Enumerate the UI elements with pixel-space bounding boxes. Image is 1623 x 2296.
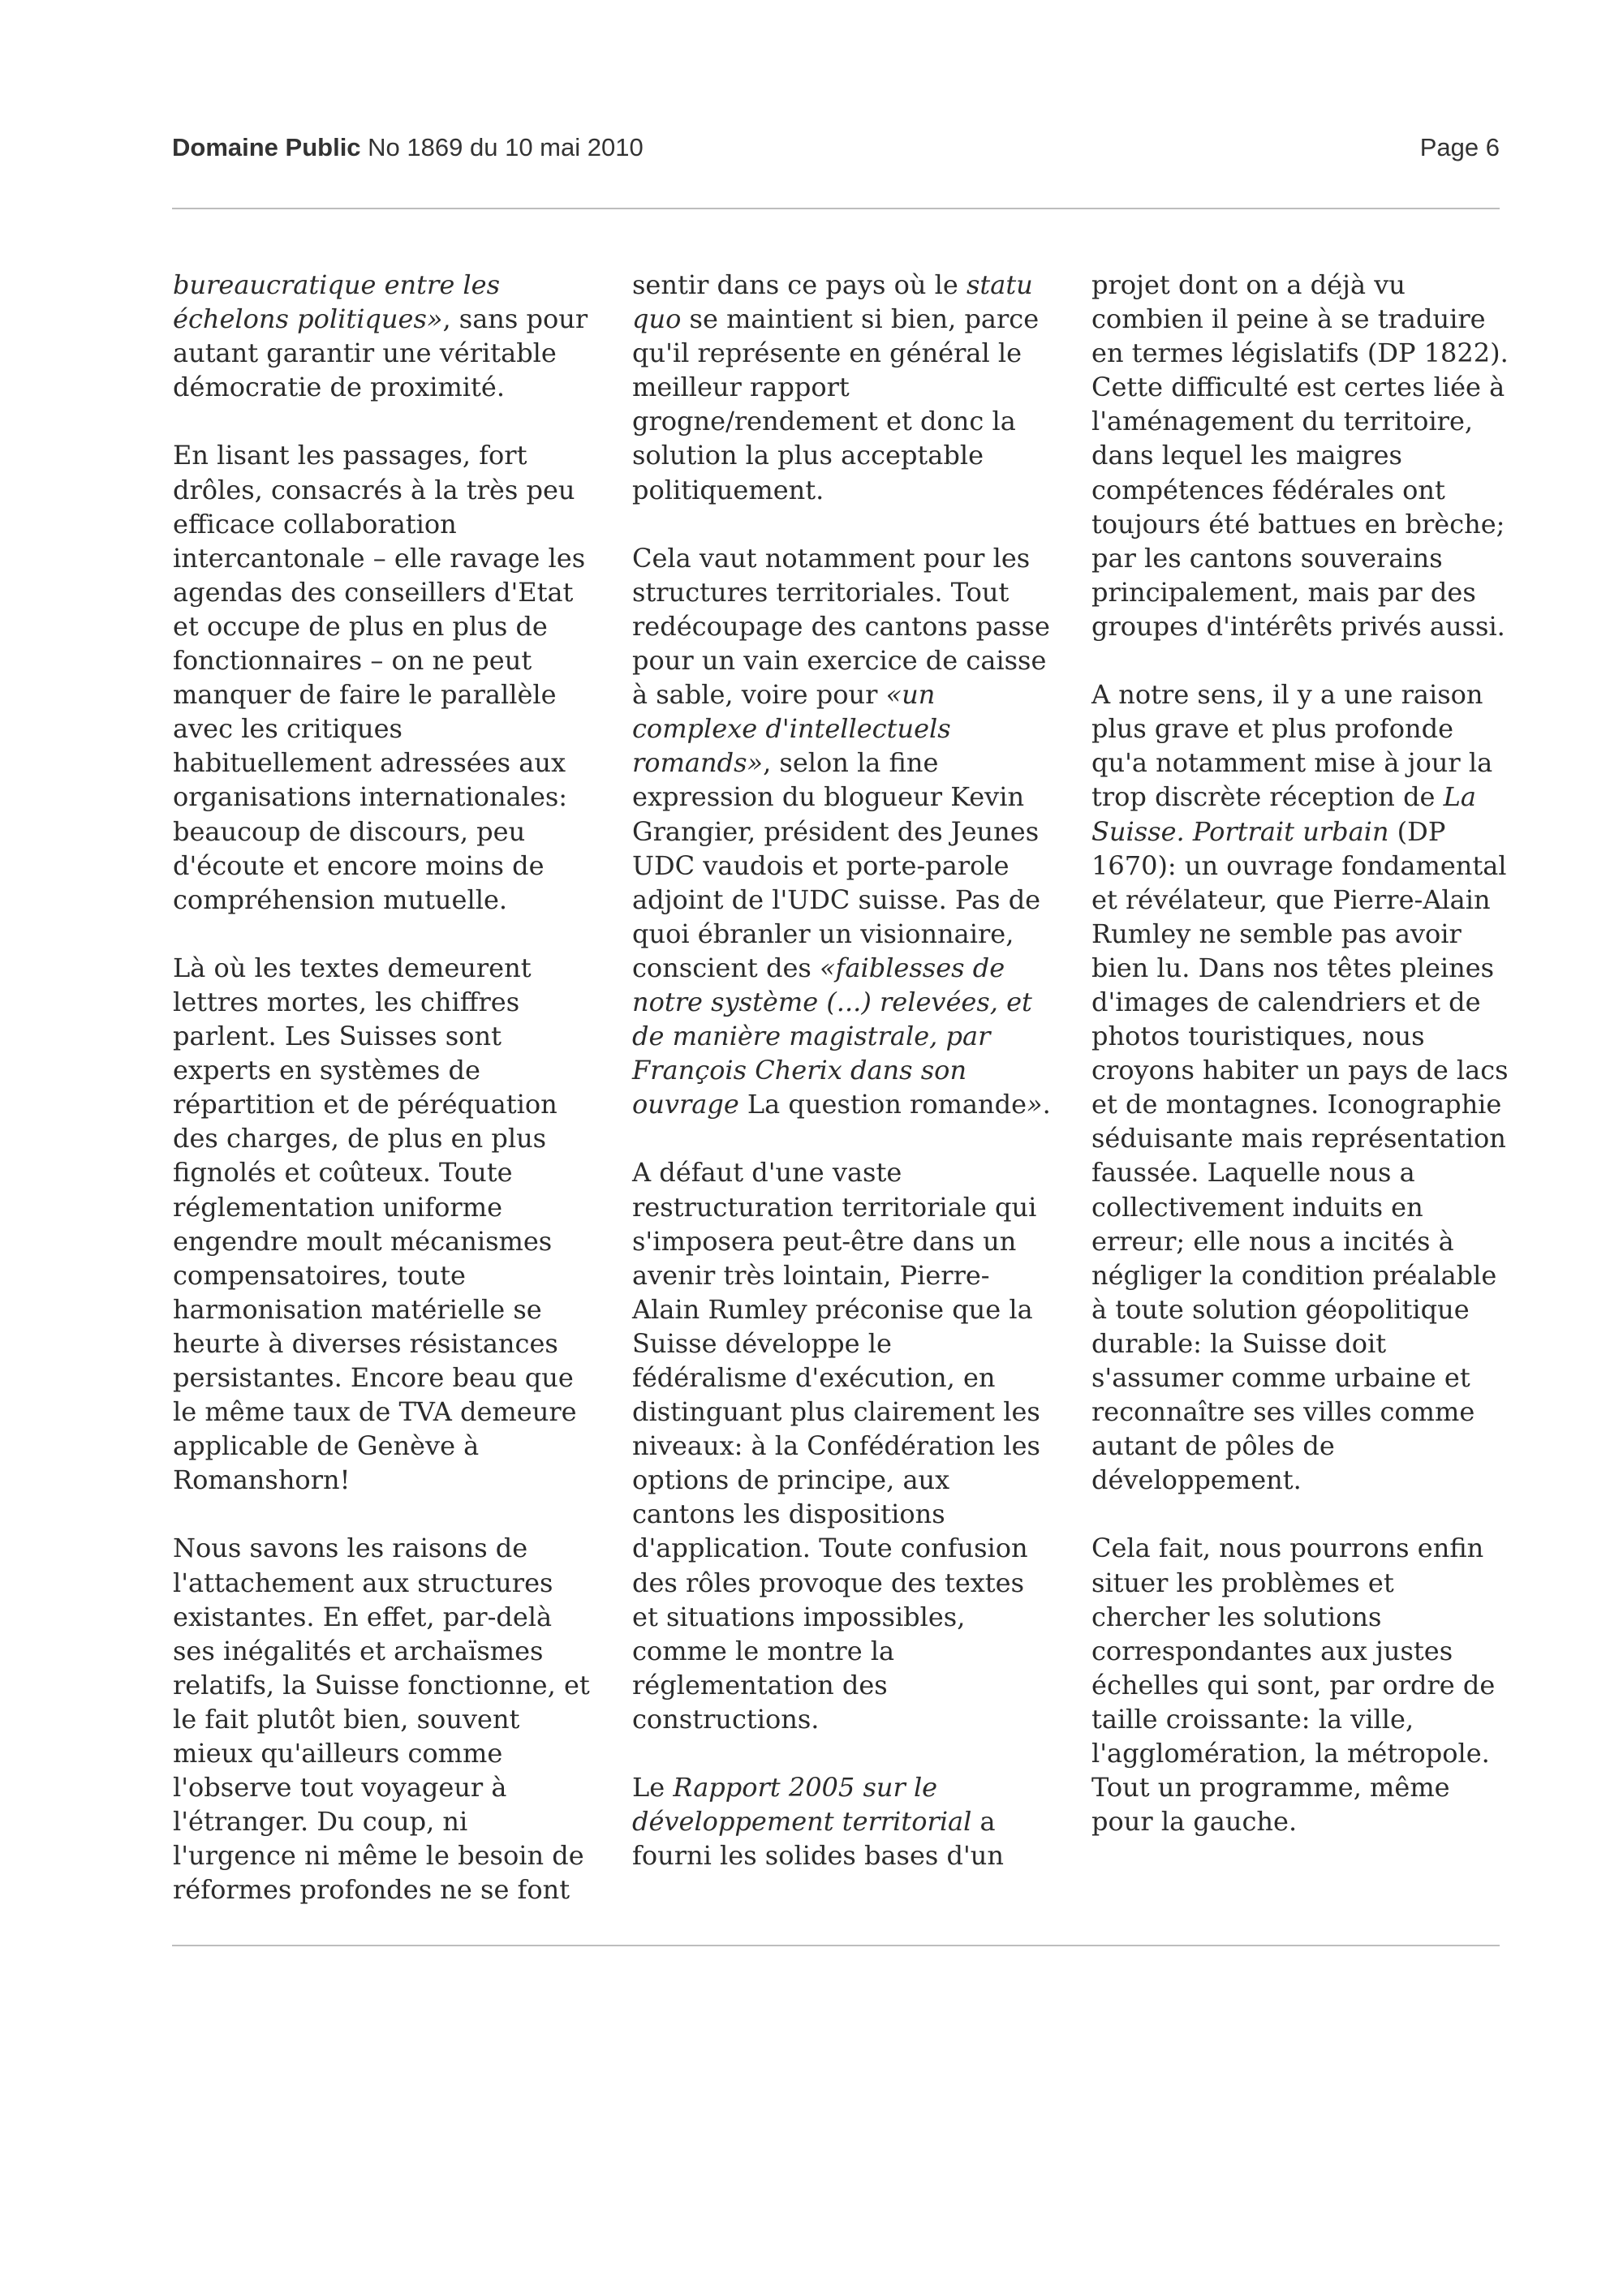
italic-run: «un complexe d'intellectuels romands» — [632, 679, 951, 779]
italic-run: » — [1027, 1089, 1043, 1120]
text-run: se maintient si bien, parce qu'il représente en général le meilleur rapport grogne/rendement et donc la solution la plus acceptable politiquement. — [632, 303, 1040, 505]
text-run: a fourni les solides bases d'un — [632, 1806, 1004, 1872]
text-run: Là où les textes demeurent lettres mortes, les chiffres parlent. Les Suisses sont experts en systèmes de répartition et de péréquation des charges, de plus en plus fignolés et coûteux. Toute réglementation uniforme engendre moult mécanismes compensatoires, toute harmonisation matérielle se heurte à diverses résistances persistantes. Encore beau que le même taux de TVA demeure applicable de Genève à Romanshorn! — [173, 952, 577, 1496]
text-column-3 — [1091, 268, 1513, 1838]
italic-run: statu quo — [632, 269, 1033, 335]
article-paragraph — [632, 541, 1054, 1122]
text-run: (DP 1670): un ouvrage fondamental et révélateur, que Pierre-Alain Rumley ne semble pas avoir bien lu. Dans nos têtes pleines d'images de calendriers et de photos touristiques, nous croyons habiter un pays de lacs et de montagnes. Iconographie séduisante mais représentation faussée. Laquelle nous a collectivement induits en erreur; elle nous a incités à négliger la condition préalable à toute solution géopolitique durable: la Suisse doit s'assumer comme urbaine et reconnaître ses villes comme autant de pôles de développement. — [1091, 815, 1509, 1496]
article-paragraph — [173, 1531, 595, 1907]
text-run: sentir dans ce pays où le — [632, 269, 966, 300]
text-run: A défaut d'une vaste restructuration territoriale qui s'imposera peut-être dans un avenir très lointain, Pierre-Alain Rumley préconise que la Suisse développe le fédéralisme d'exécution, en distinguant plus clairement les niveaux: à la Confédération les options de principe, aux cantons les dispositions d'application. Toute confusion des rôles provoque des textes et situations impossibles, comme le montre la réglementation des constructions. — [632, 1157, 1040, 1735]
article-paragraph — [173, 951, 595, 1498]
article-paragraph — [173, 438, 595, 916]
text-run: , selon la fine expression du blogueur Kevin Grangier, président des Jeunes UDC vaudois et porte-parole adjoint de l'UDC suisse. Pas de quoi ébranler un visionnaire, conscient des — [632, 747, 1041, 983]
article-paragraph — [173, 268, 595, 404]
article-paragraph — [1091, 1531, 1513, 1838]
article-paragraph — [632, 1155, 1054, 1736]
page-number: Page 6 — [1419, 133, 1500, 161]
header-divider — [172, 208, 1500, 209]
text-run: La question romande — [738, 1089, 1027, 1120]
text-column-2 — [632, 268, 1054, 1872]
article-paragraph — [1091, 268, 1513, 643]
text-run: Le — [632, 1772, 674, 1804]
text-run: Nous savons les raisons de l'attachement aux structures existantes. En effet, par-delà ses inégalités et archaïsmes relatifs, la Suisse fonctionne, et le fait plutôt bien, souvent mieux qu'ailleurs comme l'observe tout voyageur à l'étranger. Du coup, ni l'urgence ni même le besoin de réformes profondes ne se font — [173, 1533, 590, 1906]
italic-run: La Suisse. Portrait urbain — [1091, 781, 1476, 847]
text-run: projet dont on a déjà vu combien il peine à se traduire en termes législatifs (DP 1822). Cette difficulté est certes liée à l'aménagement du territoire, dans lequel les maigres compétences fédérales ont toujours été battues en brèche; par les cantons souverains principalement, mais par des groupes d'intérêts privés aussi. — [1091, 269, 1509, 642]
text-run: Cela fait, nous pourrons enfin situer les problèmes et chercher les solutions correspondantes aux justes échelles qui sont, par ordre de taille croissante: la ville, l'agglomération, la métropole. Tout un programme, même pour la gauche. — [1091, 1533, 1496, 1838]
article-paragraph — [632, 1770, 1054, 1872]
issue-info: No 1869 du 10 mai 2010 — [368, 133, 644, 161]
italic-run: «faiblesses de notre système (...) relevées, et de manière magistrale, par François Cherix dans son ouvrage — [632, 952, 1032, 1120]
page-header — [172, 133, 1500, 172]
italic-run: Rapport 2005 sur le développement territorial — [632, 1772, 972, 1838]
text-column-1 — [173, 268, 595, 1907]
article-paragraph — [1091, 677, 1513, 1497]
publication-name: Domaine Public — [172, 133, 361, 161]
text-run: . — [1042, 1089, 1051, 1120]
text-run: Cela vaut notamment pour les structures territoriales. Tout redécoupage des cantons passe pour un vain exercice de caisse à sable, voire pour — [632, 542, 1050, 711]
text-run: , sans pour autant garantir une véritable démocratie de proximité. — [173, 303, 588, 403]
article-paragraph — [632, 268, 1054, 507]
italic-run: bureaucratique entre les échelons politiques» — [173, 269, 501, 335]
text-run: A notre sens, il y a une raison plus grave et plus profonde qu'a notamment mise à jour la trop discrète réception de — [1091, 679, 1493, 813]
text-run: En lisant les passages, fort drôles, consacrés à la très peu efficace collaboration intercantonale – elle ravage les agendas des conseillers d'Etat et occupe de plus en plus de fonctionnaires – on ne peut manquer de faire le parallèle avec les critiques habituellement adressées aux organisations internationales: beaucoup de discours, peu d'écoute et encore moins de compréhension mutuelle. — [173, 440, 586, 915]
footer-divider — [172, 1945, 1500, 1946]
